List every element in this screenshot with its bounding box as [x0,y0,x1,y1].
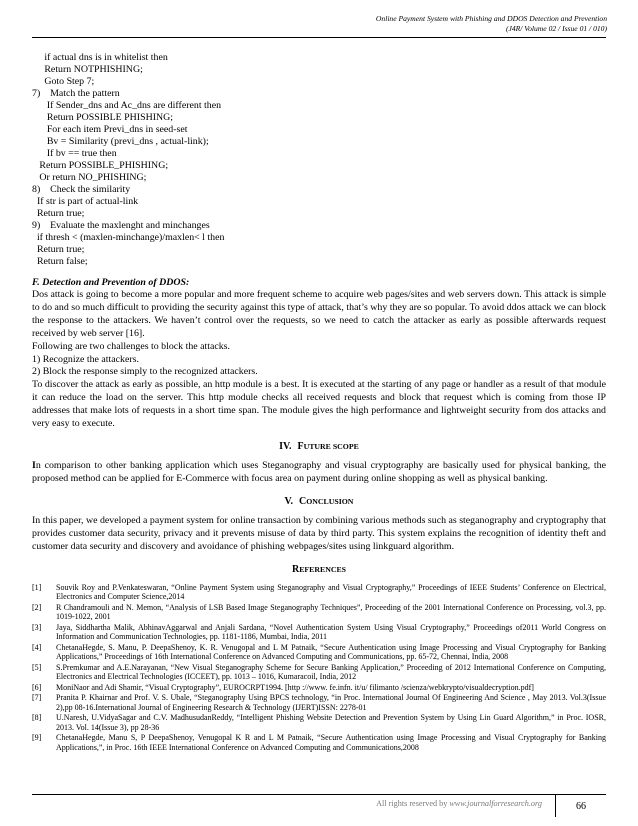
algorithm-line: 7) Match the pattern [32,88,120,99]
algorithm-line: Return NOTPHISHING; [32,64,143,75]
header-issue: (J4R/ Volume 02 / Issue 01 / 010) [505,23,607,33]
section-iv-paragraph [32,460,606,486]
algorithm-block [32,52,606,268]
algorithm-line: For each item Previ_dns in seed-set [32,124,188,135]
reference-number: [8] [32,712,42,722]
algorithm-line: If str is part of actual-link [32,196,139,207]
section-v-cap: C [298,495,307,507]
running-header [187,14,607,33]
section-f-item-1: 1) Recognize the attackers. [32,353,139,365]
reference-item [32,663,606,682]
section-v-rest: ONCLUSION [306,496,354,506]
reference-text: MoniNaor and Adi Shamir, “Visual Cryptography”, EUROCRPT1994. [http ://www. fe.infn. it/u/ filimanto /scienza/webkrypto/visualdecryption.pdf] [56,682,534,692]
reference-text: R Chandramouli and N. Memon, “Analysis of LSB Based Image Steganography Techniques”, Proceeding of the 2001 International Conference on Processing, vol.3, pp. 1019-1022, 2001 [56,602,606,622]
reference-text: Pranita P. Khairnar and Prof. V. S. Ubale, “Steganography Using BPCS technology, “in Proc. International Journal Of Engineering And Science , May 2013. Vol.3(Issue 2),pp 08-16.International Journal of Engineering Research & Technology (IJERT)ISSN: 2278-01 [56,692,606,712]
algorithm-line: 8) Check the similarity [32,184,131,195]
reference-text: ChetanaHegde, Manu S, P DeepaShenoy, Venugopal K R and L M Patnaik, “Secure Authentication using Image Processing and Visual Cryptography for Banking Applications,”, in Proc. 16th IEEE International Conference on Advanced Computing and Communications,2008 [56,732,606,752]
references-heading [32,564,606,576]
section-v-number: V. [284,495,293,507]
section-f-line-2: Following are two challenges to block the attacks. [32,340,230,352]
section-iv-cap: F [297,440,304,452]
section-f-paragraph-1: Dos attack is going to become a more popular and more frequent scheme to acquire web pages/sites and web servers down. This attack is simple to do and so much difficult to providing the security against this type of attack, that’s why they are so popular. To avoid ddos attack we can block the response to the attackers. We haven’t control over the requests, so we need to catch the attacker as early as possible afterwards request received by web server [16]. [32,289,606,339]
reference-number: [1] [32,582,42,592]
page-content [32,52,606,753]
reference-item [32,693,606,712]
algorithm-line: if thresh < (maxlen-minchange)/maxlen< l then [32,232,225,243]
section-v-paragraph: In this paper, we developed a payment system for online transaction by combining various methods such as steganography and cryptography that provides customer data security, privacy and it prevents misuse of data by third party. This system explains the recognition of identity theft and customer data security and discovery and avoidance of phishing webpages/sites using linkguard algorithm. [32,514,606,552]
algorithm-line: Goto Step 7; [32,76,95,87]
section-iv-rest: UTURE SCOPE [303,441,359,451]
reference-text: Jaya, Siddhartha Malik, AbhinavAggarwal and Anjali Sardana, “Novel Authentication System Using Visual Cryptography,” Proceedings of2011 World Congress on Information and Communication Technologies, pp. 1181-1186, Mumbai, India, 2011 [56,622,606,642]
reference-item [32,643,606,662]
algorithm-line: Return POSSIBLE PHISHING; [32,112,174,123]
footer-rule [32,794,606,795]
reference-item [32,603,606,622]
reference-item [32,583,606,602]
reference-number: [6] [32,682,42,692]
algorithm-line: Return POSSIBLE_PHISHING; [32,160,169,171]
references-cap: R [291,563,300,575]
page-number: 66 [555,795,606,817]
algorithm-line: 9) Evaluate the maxlenght and minchanges [32,220,210,231]
reference-text: Souvik Roy and P.Venkateswaran, “Online Payment System using Steganography and Visual Cryptography,” Proceedings of IEEE Students’ Conference on Electrical, Electronics and Computer Science,2014 [56,582,606,602]
references-rest: EFERENCES [299,564,347,574]
reference-text: S.Premkumar and A.E.Narayanan, “New Visual Steganography Scheme for Secure Banking Application,” Proceeding of 2012 International Conference on Computing, Electronics and Electrical Technologies (ICCEET), pp. 1013 – 1016, Kumaracoil, India, 2012 [56,662,606,682]
reference-number: [3] [32,622,42,632]
algorithm-line: if actual dns is in whitelist then [32,52,168,63]
section-iv-lead: I [32,459,36,471]
reference-item [32,683,606,693]
section-f-title: F. Detection and Prevention of DDOS: [32,277,190,288]
reference-item [32,733,606,752]
reference-number: [2] [32,602,42,612]
algorithm-line: Bv = Similarity (previ_dns , actual-link); [32,136,209,147]
reference-item [32,713,606,732]
reference-text: U.Naresh, U.VidyaSagar and C.V. MadhusudanReddy, “Intelligent Phishing Website Detection and Prevention System by Using Lin Guard Algorithm,” in Proc. IOSR, 2013. Vol. 14(Issue 3), pp 28-36 [56,712,606,732]
algorithm-line: Return true; [32,244,85,255]
algorithm-line: Return false; [32,256,88,267]
algorithm-line: If bv == true then [32,148,117,159]
header-title: Online Payment System with Phishing and DDOS Detection and Prevention [375,14,607,23]
algorithm-line: If Sender_dns and Ac_dns are different then [32,100,222,111]
reference-text: ChetanaHegde, S. Manu, P. DeepaShenoy, K. R. Venugopal and L M Patnaik, “Secure Authentication using Image Processing and Visual Cryptography for Banking Applications,” Proceedings of 16th International Conference on Advanced Computing and Communications, pp. 65-72, Chennai, India, 2008 [56,642,606,662]
algorithm-line: Return true; [32,208,85,219]
reference-number: [9] [32,732,42,742]
section-v-heading [32,496,606,508]
algorithm-line: Or return NO_PHISHING; [32,172,147,183]
header-rule [32,37,606,38]
section-f-item-2: 2) Block the response simply to the recognized attackers. [32,366,258,378]
section-iv-text: n comparison to other banking application which uses Steganography and visual cryptography are basically used for physical banking, the proposed method can be applied for E-Commerce with focus area on payment during online shopping as well as physical banking. [32,459,606,484]
footer-text: All rights reserved by [376,799,450,808]
reference-item [32,623,606,642]
footer-rights [376,799,542,808]
reference-number: [5] [32,662,42,672]
references-list [32,583,606,753]
section-iv-number: IV. [279,440,292,452]
reference-number: [7] [32,692,42,702]
section-iv-heading [32,441,606,453]
section-f-paragraph-3: To discover the attack as early as possible, an http module is a best. It is executed at the starting of any page or handler as a result of that module it can reduce the load on the server. This http module checks all received requests and block that request which is coming from those IP addresses that make lots of requests in a short time span. The module gives the high performance and lightweight security from dos attacks and very easy to execute. [32,379,606,430]
footer-site-link[interactable]: www.journalforresearch.org [449,799,542,808]
reference-number: [4] [32,642,42,652]
